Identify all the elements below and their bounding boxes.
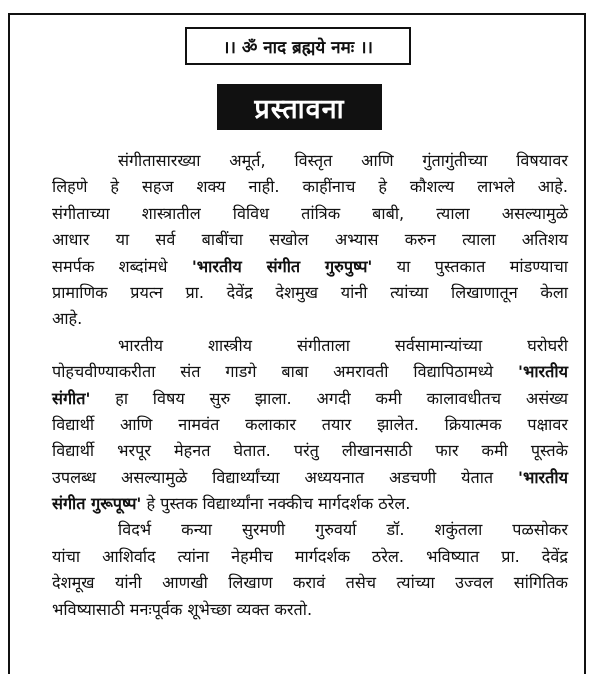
text-line: विदर्भ कन्या सुरमणी गुरुवर्या डॉ. शकुंतला पळसोकर bbox=[118, 520, 568, 540]
text-line bbox=[52, 359, 568, 385]
paragraph-3 bbox=[52, 517, 568, 623]
book-title: 'भारतीय bbox=[518, 467, 568, 487]
text-line bbox=[52, 386, 568, 412]
text-line: प्रामाणिक प्रयत्न प्रा. देवेंद्र देशमुख यांनी त्यांच्या लिखाणातून केला bbox=[52, 282, 568, 302]
invocation-box: ।। ॐ नाद ब्रह्मये नमः ।। bbox=[185, 27, 411, 65]
text-run: समर्पक शब्दांमधे bbox=[52, 256, 192, 276]
text-run: हा विषय सुरु झाला. अगदी कमी कालावधीतच असंख्य bbox=[90, 388, 568, 408]
text-line: देशमूख यांनी आणखी लिखाण करावं तसेच त्यांच्या उज्वल सांगितिक bbox=[52, 573, 568, 593]
text-line: यांचा आशिर्वाद त्यांना नेहमीच मार्गदर्शक ठरेल. भविष्यात प्रा. देवेंद्र bbox=[52, 546, 568, 566]
text-line bbox=[52, 491, 568, 517]
text-line: आधार या सर्व बाबींचा सखोल अभ्यास करुन त्याला अतिशय bbox=[52, 230, 568, 250]
text-run: या पुस्तकात मांडण्याचा bbox=[372, 256, 568, 276]
text-line: आहे. bbox=[52, 309, 83, 329]
text-line: लिहणे हे सहज शक्य नाही. काहींनाच हे कौशल्य लाभले आहे. bbox=[52, 177, 568, 197]
text-line bbox=[52, 465, 568, 491]
book-title: संगीत' bbox=[52, 388, 91, 408]
text-line: भविष्यासाठी मनःपूर्वक शूभेच्छा व्यक्त करतो. bbox=[52, 599, 313, 619]
text-line bbox=[52, 254, 568, 280]
book-title: 'भारतीय bbox=[518, 362, 568, 382]
page-title: प्रस्तावना bbox=[217, 84, 382, 130]
text-run: हे पुस्तक विद्यार्थ्यांना नक्कीच मार्गदर्शक ठरेल. bbox=[141, 494, 411, 514]
text-line: विद्यार्थी आणि नामवंत कलाकार तयार झालेत. क्रियात्मक पक्षावर bbox=[52, 414, 568, 434]
book-title: संगीत गुरूपूष्प' bbox=[52, 494, 142, 514]
text-line: भारतीय शास्त्रीय संगीताला सर्वसामान्यांच्या घरोघरी bbox=[118, 335, 568, 355]
paragraph-2 bbox=[52, 333, 568, 518]
preface-text bbox=[52, 148, 568, 623]
book-title: 'भारतीय संगीत गुरुपुष्प' bbox=[191, 256, 373, 276]
text-run: पोहचवीण्याकरीता संत गाडगे बाबा अमरावती विद्यापिठामध्ये bbox=[52, 362, 519, 382]
text-run: उपलब्ध असल्यामुळे विद्यार्थ्यांच्या अध्ययनात अडचणी येतात bbox=[52, 467, 519, 487]
text-line: विद्यार्थी भरपूर मेहनत घेतात. परंतु लीखानसाठी फार कमी पूस्तके bbox=[52, 441, 568, 461]
text-line: संगीताच्या शास्त्रातील विविध तांत्रिक बाबी, त्याला असल्यामुळे bbox=[52, 203, 568, 223]
paragraph-1 bbox=[52, 148, 568, 333]
text-line: संगीतासारख्या अमूर्त, विस्तृत आणि गुंतागुंतीच्या विषयावर bbox=[118, 151, 568, 170]
